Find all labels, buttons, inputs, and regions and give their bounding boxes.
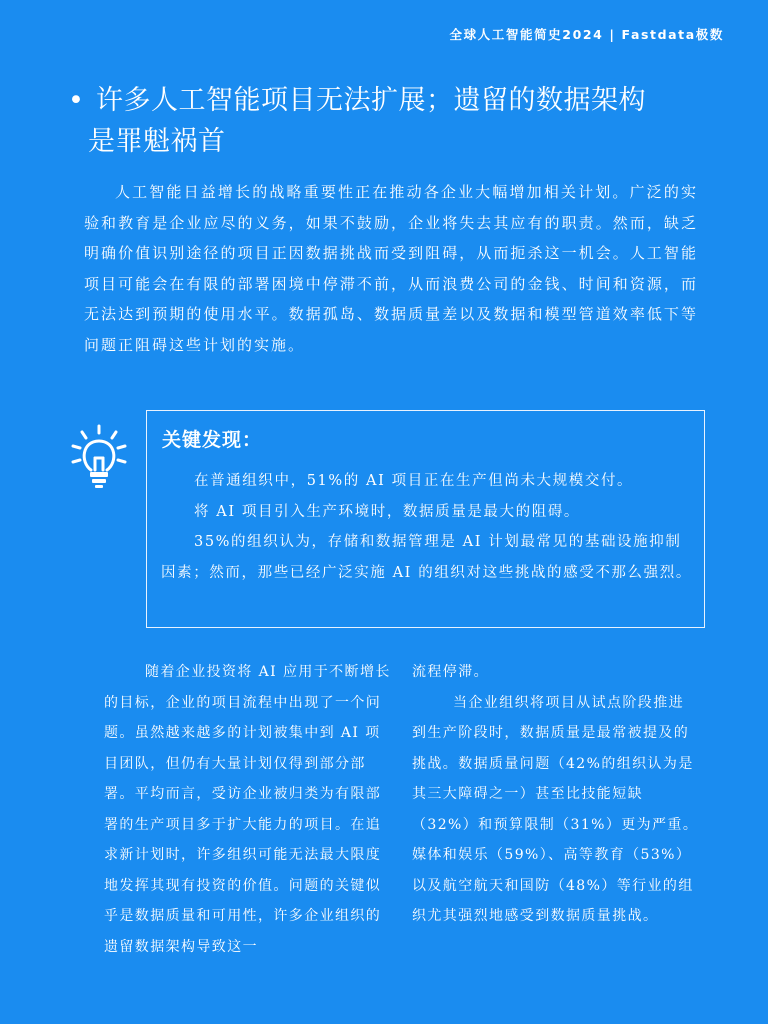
section-title-line-2: 是罪魁祸首 [88,126,226,157]
finding-item: 在普通组织中，51%的 AI 项目正在生产但尚未大规模交付。 [194,473,634,489]
key-findings-body [161,466,693,588]
right-column-paragraph: 当企业组织将项目从试点阶段推进到生产阶段时，数据质量是最常被提及的挑战。数据质量问题（42%的组织认为是其三大障碍之一）甚至比技能短缺（32%）和预算限制（31%）更为严重。媒体和娱乐（59%）、高等教育（53%）以及航空航天和国防（48%）等行业的组织尤其强烈地感受到数据质量挑战。 [412,694,699,924]
running-header: 全球人工智能简史2024 | Fastdata极数 [449,27,724,42]
section-title [68,80,708,162]
finding-item: 35%的组织认为，存储和数据管理是 AI 计划最常见的基础设施抑制因素；然而，那些已经广泛实施 AI 的组织对这些挑战的感受不那么强烈。 [161,534,692,581]
key-findings-title: 关键发现： [162,429,263,451]
right-column [412,657,699,932]
left-column-paragraph: 随着企业投资将 AI 应用于不断增长的目标，企业的项目流程中出现了一个问题。虽然越来越多的计划被集中到 AI 项目团队，但仍有大量计划仅得到部分部署。平均而言，受访企业被归类为有限部署的生产项目多于扩大能力的项目。在追求新计划时，许多组织可能无法最大限度地发挥其现有投资的价值。问题的关键似乎是数据质量和可用性，许多企业组织的遗留数据架构导致这一 [104,664,391,955]
finding-item: 将 AI 项目引入生产环境时，数据质量是最大的阻碍。 [194,503,581,520]
title-bullet: • [68,85,85,116]
lightbulb-icon [70,424,128,490]
left-column [104,657,391,962]
right-column-continuation: 流程停滞。 [412,664,489,680]
section-title-line-1: 许多人工智能项目无法扩展；遗留的数据架构 [96,85,646,116]
intro-paragraph: 人工智能日益增长的战略重要性正在推动各企业大幅增加相关计划。广泛的实验和教育是企业应尽的义务，如果不鼓励，企业将失去其应有的职责。然而，缺乏明确价值识别途径的项目正因数据挑战而受到阻碍，从而扼杀这一机会。人工智能项目可能会在有限的部署困境中停滞不前，从而浪费公司的金钱、时间和资源，而无法达到预期的使用水平。数据孤岛、数据质量差以及数据和模型管道效率低下等问题正阻碍这些计划的实施。 [84,183,698,354]
key-findings-box [146,410,705,628]
